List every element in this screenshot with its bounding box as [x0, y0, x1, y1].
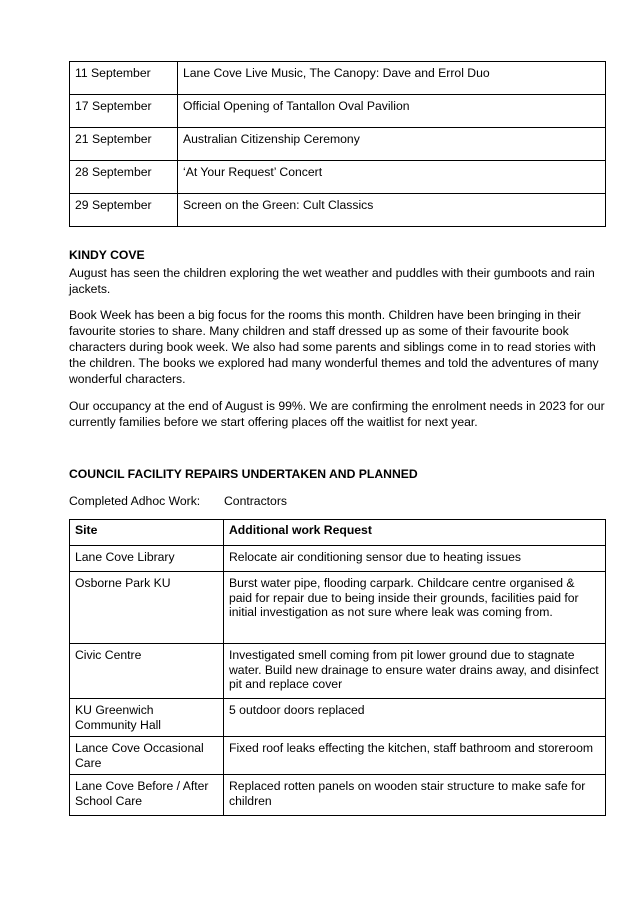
kindy-paragraph-2: Book Week has been a big focus for the rooms this month. Children have been bringing in their favourite stories to share. Many children and staff dressed up as some of their favourite book characters during book week. We also had some parents and siblings come in to read stories with the children. The books we explored had many wonderful themes and told the adventures of many wonderful characters. — [69, 308, 599, 386]
repair-request: Replaced rotten panels on wooden stair structure to make safe for children — [224, 775, 606, 816]
repair-request: Relocate air conditioning sensor due to heating issues — [224, 546, 606, 572]
table-row — [70, 128, 606, 161]
repair-site: Lane Cove Before / After School Care — [70, 775, 224, 816]
table-row — [70, 572, 606, 644]
table-row — [70, 699, 606, 737]
event-name: ‘At Your Request’ Concert — [178, 161, 606, 194]
event-date: 28 September — [70, 161, 178, 194]
repair-site: Osborne Park KU — [70, 572, 224, 644]
repairs-table — [69, 519, 606, 816]
repair-request: Investigated smell coming from pit lower ground due to stagnate water. Build new drainage to ensure water drains away, and disinfect pit and replace cover — [224, 644, 606, 699]
table-row — [70, 546, 606, 572]
table-row — [70, 62, 606, 95]
repair-site: KU Greenwich Community Hall — [70, 699, 224, 737]
table-row — [70, 737, 606, 775]
repair-request: Burst water pipe, flooding carpark. Childcare centre organised & paid for repair due to being inside their grounds, facilities paid for initial investigation as not sure where leak was coming from. — [224, 572, 606, 644]
repair-site: Lance Cove Occasional Care — [70, 737, 224, 775]
council-repairs-heading: COUNCIL FACILITY REPAIRS UNDERTAKEN AND PLANNED — [69, 467, 418, 481]
column-header-site: Site — [70, 520, 224, 546]
completed-adhoc-label: Completed Adhoc Work: — [69, 494, 201, 508]
event-name: Screen on the Green: Cult Classics — [178, 194, 606, 227]
kindy-cove-heading: KINDY COVE — [69, 248, 145, 262]
event-date: 21 September — [70, 128, 178, 161]
column-header-request: Additional work Request — [224, 520, 606, 546]
table-header-row — [70, 520, 606, 546]
kindy-paragraph-3: Our occupancy at the end of August is 99%. We are confirming the enrolment needs in 2023 for our currently families before we start offering places off the waitlist for next year. — [69, 399, 605, 429]
event-name: Australian Citizenship Ceremony — [178, 128, 606, 161]
event-date: 11 September — [70, 62, 178, 95]
event-date: 17 September — [70, 95, 178, 128]
contractors-label: Contractors — [224, 494, 287, 508]
completed-work-line — [69, 493, 609, 509]
table-row — [70, 644, 606, 699]
event-name: Lane Cove Live Music, The Canopy: Dave and Errol Duo — [178, 62, 606, 95]
event-name: Official Opening of Tantallon Oval Pavilion — [178, 95, 606, 128]
repair-site: Civic Centre — [70, 644, 224, 699]
table-row — [70, 194, 606, 227]
table-row — [70, 775, 606, 816]
table-row — [70, 161, 606, 194]
events-table — [69, 61, 606, 227]
kindy-paragraph-1: August has seen the children exploring the wet weather and puddles with their gumboots and rain jackets. — [69, 266, 595, 296]
event-date: 29 September — [70, 194, 178, 227]
table-row — [70, 95, 606, 128]
repair-request: Fixed roof leaks effecting the kitchen, staff bathroom and storeroom — [224, 737, 606, 775]
repair-site: Lane Cove Library — [70, 546, 224, 572]
repair-request: 5 outdoor doors replaced — [224, 699, 606, 737]
